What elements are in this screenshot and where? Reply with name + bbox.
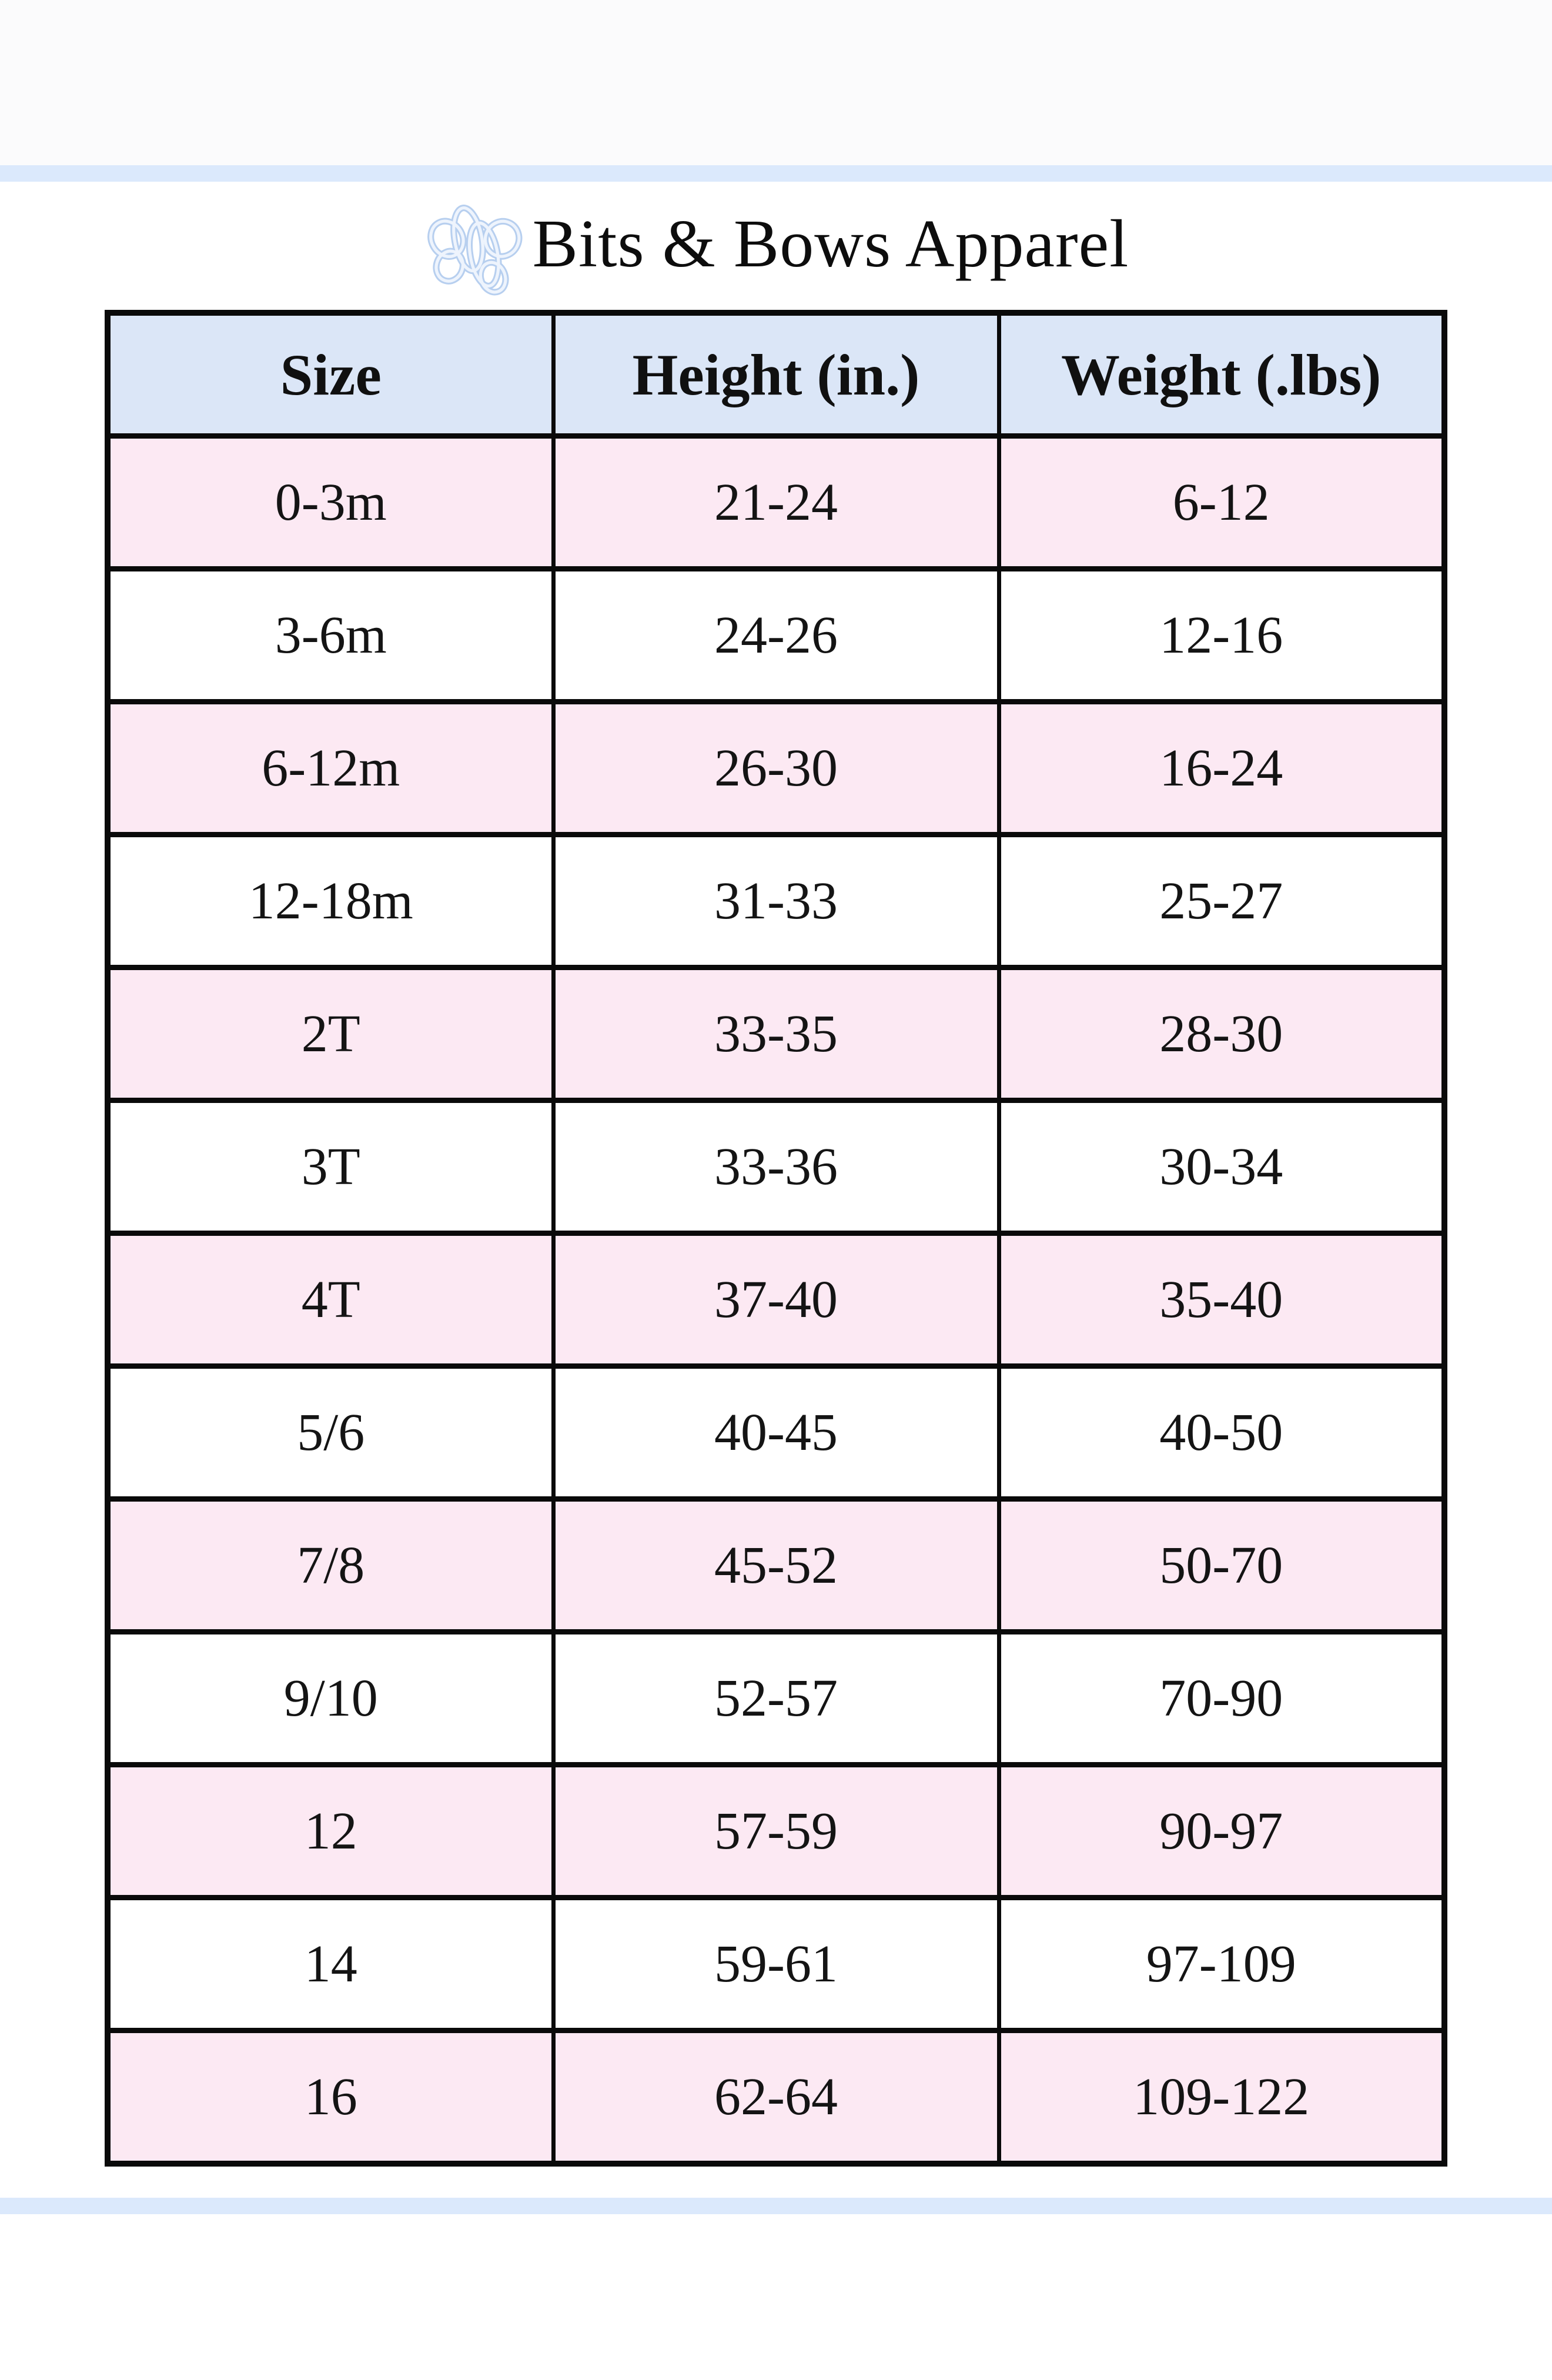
column-header-size: Size (108, 313, 553, 436)
height-cell: 21-24 (553, 436, 999, 569)
weight-cell: 97-109 (999, 1898, 1444, 2031)
height-cell: 59-61 (553, 1898, 999, 2031)
table-row (108, 1234, 1444, 1366)
table-row (108, 1898, 1444, 2031)
size-cell: 3T (108, 1101, 553, 1234)
size-cell: 7/8 (108, 1499, 553, 1632)
table-row (108, 2031, 1444, 2164)
table-row (108, 968, 1444, 1101)
size-cell: 16 (108, 2031, 553, 2164)
size-cell: 5/6 (108, 1366, 553, 1499)
page-title: Bits & Bows Apparel (532, 206, 1129, 282)
height-cell: 62-64 (553, 2031, 999, 2164)
size-cell: 0-3m (108, 436, 553, 569)
height-cell: 57-59 (553, 1765, 999, 1898)
table-row (108, 436, 1444, 569)
table-row (108, 1632, 1444, 1765)
page-top-background (0, 0, 1552, 165)
size-cell: 9/10 (108, 1632, 553, 1765)
size-cell: 2T (108, 968, 553, 1101)
weight-cell: 16-24 (999, 702, 1444, 835)
weight-cell: 35-40 (999, 1234, 1444, 1366)
monogram-flourish-icon (423, 192, 524, 302)
height-cell: 24-26 (553, 569, 999, 702)
height-cell: 26-30 (553, 702, 999, 835)
size-chart-table (105, 310, 1447, 2167)
weight-cell: 6-12 (999, 436, 1444, 569)
weight-cell: 12-16 (999, 569, 1444, 702)
column-header-weight: Weight (.lbs) (999, 313, 1444, 436)
height-cell: 45-52 (553, 1499, 999, 1632)
table-row (108, 1499, 1444, 1632)
brand-header (0, 191, 1552, 303)
weight-cell: 109-122 (999, 2031, 1444, 2164)
height-cell: 52-57 (553, 1632, 999, 1765)
size-cell: 3-6m (108, 569, 553, 702)
size-cell: 14 (108, 1898, 553, 2031)
weight-cell: 30-34 (999, 1101, 1444, 1234)
table-row (108, 1765, 1444, 1898)
height-cell: 37-40 (553, 1234, 999, 1366)
size-cell: 6-12m (108, 702, 553, 835)
table-row (108, 569, 1444, 702)
weight-cell: 40-50 (999, 1366, 1444, 1499)
weight-cell: 25-27 (999, 835, 1444, 968)
size-cell: 12-18m (108, 835, 553, 968)
size-chart-body (108, 436, 1444, 2164)
size-cell: 12 (108, 1765, 553, 1898)
table-row (108, 702, 1444, 835)
table-row (108, 835, 1444, 968)
height-cell: 31-33 (553, 835, 999, 968)
weight-cell: 50-70 (999, 1499, 1444, 1632)
weight-cell: 70-90 (999, 1632, 1444, 1765)
table-row (108, 1101, 1444, 1234)
height-cell: 33-36 (553, 1101, 999, 1234)
column-header-height: Height (in.) (553, 313, 999, 436)
top-blue-stripe (0, 165, 1552, 182)
bottom-blue-stripe (0, 2198, 1552, 2214)
weight-cell: 28-30 (999, 968, 1444, 1101)
size-cell: 4T (108, 1234, 553, 1366)
table-row (108, 1366, 1444, 1499)
header-row (108, 313, 1444, 436)
size-chart-header (108, 313, 1444, 436)
height-cell: 33-35 (553, 968, 999, 1101)
height-cell: 40-45 (553, 1366, 999, 1499)
weight-cell: 90-97 (999, 1765, 1444, 1898)
